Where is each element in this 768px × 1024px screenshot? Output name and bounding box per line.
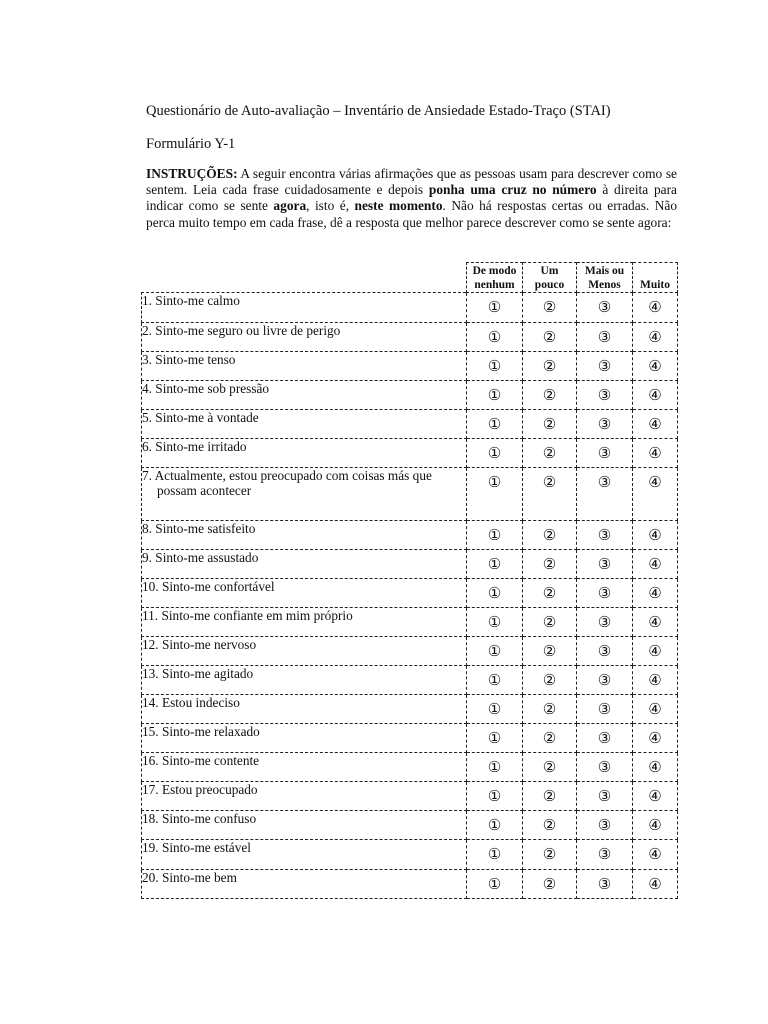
item-statement [142, 811, 467, 840]
circled-number-1-icon: ① [487, 386, 502, 404]
item-text: 14. Estou indeciso [142, 695, 240, 710]
item-text: 4. Sinto-me sob pressão [142, 381, 270, 396]
item-statement [142, 782, 467, 811]
stai-table [141, 262, 678, 899]
table-row [142, 695, 678, 724]
item-text: 1. Sinto-me calmo [142, 293, 240, 308]
circled-number-4-icon: ④ [648, 526, 662, 544]
circled-number-2-icon: ② [542, 729, 557, 747]
circled-number-1-icon: ① [487, 357, 502, 375]
circled-number-4-icon: ④ [648, 328, 662, 346]
table-row [142, 811, 678, 840]
circled-number-4-icon: ④ [648, 845, 662, 863]
form-label: Formulário Y-1 [146, 136, 236, 152]
circled-number-4-icon: ④ [648, 642, 662, 660]
item-statement [142, 352, 467, 381]
response-option-3[interactable] [577, 579, 633, 608]
circled-number-3-icon: ③ [597, 298, 612, 316]
response-option-4[interactable] [633, 608, 678, 637]
document-title: Questionário de Auto-avaliação – Inventário de Ansiedade Estado-Traço (STAI) [146, 103, 611, 119]
response-option-3[interactable] [577, 439, 633, 468]
response-option-4[interactable] [633, 753, 678, 782]
table-row [142, 608, 678, 637]
table-row [142, 579, 678, 608]
circled-number-4-icon: ④ [648, 671, 662, 689]
response-option-1[interactable] [467, 637, 523, 666]
circled-number-1-icon: ① [487, 700, 502, 718]
circled-number-3-icon: ③ [597, 444, 612, 462]
item-statement [142, 840, 467, 870]
response-option-3[interactable] [577, 608, 633, 637]
circled-number-3-icon: ③ [597, 584, 612, 602]
circled-number-2-icon: ② [542, 357, 557, 375]
circled-number-2-icon: ② [542, 816, 557, 834]
response-option-4[interactable] [633, 637, 678, 666]
circled-number-2-icon: ② [542, 642, 557, 660]
response-option-2[interactable] [523, 410, 577, 439]
response-option-4[interactable] [633, 666, 678, 695]
circled-number-2-icon: ② [542, 526, 557, 544]
response-option-2[interactable] [523, 323, 577, 352]
circled-number-1-icon: ① [487, 816, 502, 834]
circled-number-1-icon: ① [487, 758, 502, 776]
response-option-3[interactable] [577, 753, 633, 782]
circled-number-2-icon: ② [542, 875, 557, 893]
item-text: 8. Sinto-me satisfeito [142, 521, 256, 536]
circled-number-1-icon: ① [487, 444, 502, 462]
response-option-3[interactable] [577, 410, 633, 439]
circled-number-3-icon: ③ [597, 555, 612, 573]
table-row [142, 352, 678, 381]
response-option-3[interactable] [577, 666, 633, 695]
item-statement [142, 637, 467, 666]
item-text: 9. Sinto-me assustado [142, 550, 259, 565]
circled-number-2-icon: ② [542, 444, 557, 462]
circled-number-1-icon: ① [487, 787, 502, 805]
circled-number-1-icon: ① [487, 875, 502, 893]
circled-number-2-icon: ② [542, 298, 557, 316]
item-text: 17. Estou preocupado [142, 782, 258, 797]
response-option-1[interactable] [467, 870, 523, 899]
item-statement [142, 521, 467, 550]
response-option-2[interactable] [523, 293, 577, 323]
response-option-1[interactable] [467, 782, 523, 811]
circled-number-3-icon: ③ [597, 787, 612, 805]
response-option-4[interactable] [633, 293, 678, 323]
response-option-1[interactable] [467, 695, 523, 724]
item-statement [142, 550, 467, 579]
response-option-2[interactable] [523, 782, 577, 811]
response-option-4[interactable] [633, 782, 678, 811]
item-statement [142, 410, 467, 439]
response-option-1[interactable] [467, 753, 523, 782]
item-text: 6. Sinto-me irritado [142, 439, 247, 454]
response-option-4[interactable] [633, 410, 678, 439]
circled-number-1-icon: ① [487, 473, 502, 491]
document-body [146, 100, 677, 231]
circled-number-4-icon: ④ [648, 357, 662, 375]
response-option-4[interactable] [633, 579, 678, 608]
circled-number-2-icon: ② [542, 555, 557, 573]
response-option-2[interactable] [523, 550, 577, 579]
circled-number-3-icon: ③ [597, 700, 612, 718]
circled-number-1-icon: ① [487, 526, 502, 544]
instructions-bold-3: neste momento [354, 198, 443, 214]
circled-number-4-icon: ④ [648, 555, 662, 573]
item-statement [142, 323, 467, 352]
circled-number-3-icon: ③ [597, 357, 612, 375]
column-header-de-modo-nenhum: De modo nenhum [467, 263, 523, 293]
circled-number-2-icon: ② [542, 787, 557, 805]
circled-number-4-icon: ④ [648, 700, 662, 718]
response-option-2[interactable] [523, 381, 577, 410]
response-option-3[interactable] [577, 293, 633, 323]
response-option-2[interactable] [523, 352, 577, 381]
column-header-mais-ou-menos: Mais ou Menos [577, 263, 633, 293]
response-option-4[interactable] [633, 870, 678, 899]
item-text: 15. Sinto-me relaxado [142, 724, 260, 739]
column-header-um-pouco: Um pouco [523, 263, 577, 293]
response-option-2[interactable] [523, 811, 577, 840]
circled-number-3-icon: ③ [597, 526, 612, 544]
response-option-4[interactable] [633, 439, 678, 468]
instructions-text-4: . Não há respostas certas ou erradas. Não perca muito tempo em cada frase, dê a resposta que melhor parece descrever como se sente agora: [146, 198, 678, 230]
item-text: 5. Sinto-me à vontade [142, 410, 259, 425]
response-option-2[interactable] [523, 666, 577, 695]
response-option-2[interactable] [523, 695, 577, 724]
circled-number-4-icon: ④ [648, 444, 662, 462]
response-option-2[interactable] [523, 521, 577, 550]
circled-number-3-icon: ③ [597, 473, 612, 491]
item-text: 3. Sinto-me tenso [142, 352, 236, 367]
circled-number-1-icon: ① [487, 555, 502, 573]
response-option-2[interactable] [523, 870, 577, 899]
table-row [142, 323, 678, 352]
response-option-2[interactable] [523, 840, 577, 870]
item-statement [142, 608, 467, 637]
circled-number-4-icon: ④ [648, 787, 662, 805]
circled-number-2-icon: ② [542, 845, 557, 863]
response-option-3[interactable] [577, 323, 633, 352]
circled-number-3-icon: ③ [597, 386, 612, 404]
circled-number-2-icon: ② [542, 671, 557, 689]
circled-number-2-icon: ② [542, 700, 557, 718]
instructions-text-2: à direita para indicar como se sente [146, 182, 677, 214]
response-option-1[interactable] [467, 550, 523, 579]
response-option-1[interactable] [467, 381, 523, 410]
item-text: 11. Sinto-me confiante em mim próprio [142, 608, 353, 623]
response-option-4[interactable] [633, 468, 678, 521]
response-option-4[interactable] [633, 352, 678, 381]
response-option-3[interactable] [577, 695, 633, 724]
table-header-row [142, 263, 678, 293]
circled-number-1-icon: ① [487, 613, 502, 631]
response-option-1[interactable] [467, 608, 523, 637]
circled-number-2-icon: ② [542, 584, 557, 602]
response-option-4[interactable] [633, 811, 678, 840]
circled-number-1-icon: ① [487, 298, 502, 316]
item-statement [142, 753, 467, 782]
table-row [142, 550, 678, 579]
response-option-3[interactable] [577, 468, 633, 521]
response-option-1[interactable] [467, 666, 523, 695]
response-option-3[interactable] [577, 724, 633, 753]
table-row [142, 410, 678, 439]
response-option-2[interactable] [523, 439, 577, 468]
response-option-4[interactable] [633, 724, 678, 753]
instructions-label: INSTRUÇÕES: [146, 166, 238, 181]
circled-number-1-icon: ① [487, 642, 502, 660]
item-statement [142, 870, 467, 899]
item-text: 7. Actualmente, estou preocupado com coisas más que [142, 468, 432, 483]
response-option-4[interactable] [633, 840, 678, 870]
item-statement [142, 468, 467, 521]
instructions-text-3: , isto é, [306, 198, 355, 214]
item-text: 19. Sinto-me estável [142, 840, 251, 855]
circled-number-1-icon: ① [487, 845, 502, 863]
circled-number-2-icon: ② [542, 473, 557, 491]
circled-number-3-icon: ③ [597, 816, 612, 834]
circled-number-3-icon: ③ [597, 328, 612, 346]
table-row [142, 782, 678, 811]
circled-number-2-icon: ② [542, 386, 557, 404]
item-text-continuation: possam acontecer [157, 483, 252, 498]
table-row [142, 468, 678, 521]
items-body [142, 293, 678, 899]
response-option-3[interactable] [577, 870, 633, 899]
item-statement [142, 579, 467, 608]
response-option-2[interactable] [523, 724, 577, 753]
circled-number-3-icon: ③ [597, 875, 612, 893]
item-text: 13. Sinto-me agitado [142, 666, 254, 681]
circled-number-3-icon: ③ [597, 729, 612, 747]
circled-number-3-icon: ③ [597, 642, 612, 660]
response-option-3[interactable] [577, 811, 633, 840]
circled-number-3-icon: ③ [597, 613, 612, 631]
circled-number-4-icon: ④ [648, 415, 662, 433]
circled-number-1-icon: ① [487, 415, 502, 433]
circled-number-3-icon: ③ [597, 758, 612, 776]
circled-number-3-icon: ③ [597, 415, 612, 433]
response-option-4[interactable] [633, 550, 678, 579]
circled-number-4-icon: ④ [648, 473, 662, 491]
item-statement [142, 439, 467, 468]
table-row [142, 666, 678, 695]
circled-number-1-icon: ① [487, 584, 502, 602]
circled-number-4-icon: ④ [648, 298, 662, 316]
response-option-1[interactable] [467, 293, 523, 323]
response-option-2[interactable] [523, 608, 577, 637]
response-option-3[interactable] [577, 521, 633, 550]
instructions-text-1: A seguir encontra várias afirmações que as pessoas usam para descrever como se sentem. Leia cada frase cuidadosamente e depois [146, 166, 677, 198]
header-blank-cell [142, 263, 467, 293]
table-row [142, 381, 678, 410]
response-option-2[interactable] [523, 468, 577, 521]
table-row [142, 521, 678, 550]
circled-number-3-icon: ③ [597, 671, 612, 689]
table-row [142, 293, 678, 323]
circled-number-1-icon: ① [487, 671, 502, 689]
response-option-1[interactable] [467, 439, 523, 468]
response-option-3[interactable] [577, 381, 633, 410]
response-option-2[interactable] [523, 753, 577, 782]
circled-number-2-icon: ② [542, 415, 557, 433]
circled-number-4-icon: ④ [648, 729, 662, 747]
circled-number-4-icon: ④ [648, 386, 662, 404]
table-row [142, 637, 678, 666]
response-option-1[interactable] [467, 410, 523, 439]
table-row [142, 439, 678, 468]
response-option-4[interactable] [633, 323, 678, 352]
item-text: 10. Sinto-me confortável [142, 579, 275, 594]
response-option-4[interactable] [633, 521, 678, 550]
item-statement [142, 293, 467, 323]
circled-number-4-icon: ④ [648, 613, 662, 631]
instructions-paragraph [146, 166, 677, 231]
item-statement [142, 666, 467, 695]
instructions-bold-2: agora [273, 198, 307, 214]
item-text: 18. Sinto-me confuso [142, 811, 257, 826]
response-option-1[interactable] [467, 352, 523, 381]
response-option-3[interactable] [577, 352, 633, 381]
item-text: 16. Sinto-me contente [142, 753, 260, 768]
response-option-1[interactable] [467, 323, 523, 352]
circled-number-2-icon: ② [542, 758, 557, 776]
table-row [142, 840, 678, 870]
response-option-3[interactable] [577, 637, 633, 666]
response-option-2[interactable] [523, 637, 577, 666]
circled-number-4-icon: ④ [648, 816, 662, 834]
instructions-bold-1: ponha uma cruz no número [428, 182, 597, 198]
response-option-1[interactable] [467, 811, 523, 840]
response-option-1[interactable] [467, 468, 523, 521]
table-row [142, 724, 678, 753]
response-option-3[interactable] [577, 840, 633, 870]
circled-number-2-icon: ② [542, 328, 557, 346]
item-text: 20. Sinto-me bem [142, 870, 237, 885]
circled-number-2-icon: ② [542, 613, 557, 631]
response-option-4[interactable] [633, 381, 678, 410]
item-text: 12. Sinto-me nervoso [142, 637, 257, 652]
item-statement [142, 724, 467, 753]
circled-number-4-icon: ④ [648, 875, 662, 893]
circled-number-4-icon: ④ [648, 584, 662, 602]
response-option-1[interactable] [467, 579, 523, 608]
response-option-3[interactable] [577, 782, 633, 811]
circled-number-1-icon: ① [487, 328, 502, 346]
response-option-1[interactable] [467, 521, 523, 550]
circled-number-1-icon: ① [487, 729, 502, 747]
table-row [142, 870, 678, 899]
item-statement [142, 695, 467, 724]
circled-number-3-icon: ③ [597, 845, 612, 863]
item-statement [142, 381, 467, 410]
circled-number-4-icon: ④ [648, 758, 662, 776]
response-option-4[interactable] [633, 695, 678, 724]
item-text: 2. Sinto-me seguro ou livre de perigo [142, 323, 341, 338]
response-option-2[interactable] [523, 579, 577, 608]
table-row [142, 753, 678, 782]
column-header-muito: Muito [633, 263, 678, 293]
response-option-1[interactable] [467, 840, 523, 870]
response-option-3[interactable] [577, 550, 633, 579]
response-option-1[interactable] [467, 724, 523, 753]
